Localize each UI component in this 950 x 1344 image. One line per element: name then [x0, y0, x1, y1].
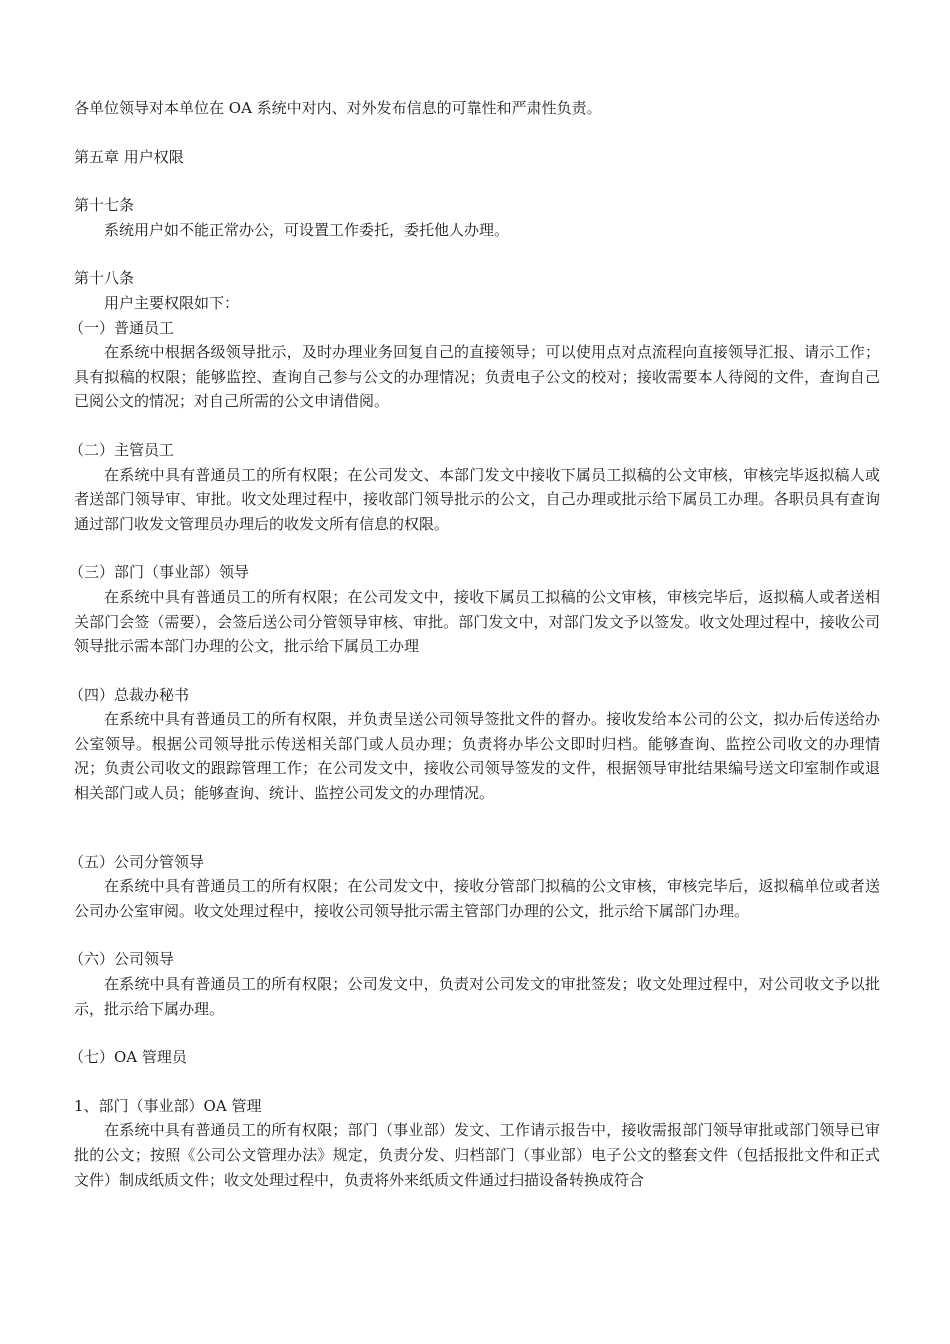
article-18-title: 第十八条: [74, 269, 135, 288]
item-2-body: 在系统中具有普通员工的所有权限；在公司发文、本部门发文中接收下属员工拟稿的公文审核，审核完毕返拟稿人或者送部门领导审、审批。收文处理过程中，接收部门领导批示的公文，自己办理或批示给下属员工办理。各职员具有查询通过部门收发文管理员办理后的收发文所有信息的权限。: [74, 465, 880, 533]
item-6-title: （六）公司领导: [69, 950, 175, 969]
item-2-title: （二）主管员工: [69, 440, 175, 459]
item-1-title: （一）普通员工: [69, 318, 175, 337]
item-1-body: 在系统中根据各级领导批示，及时办理业务回复自己的直接领导；可以使用点对点流程向直接领导汇报、请示工作；具有拟稿的权限；能够监控、查询自己参与公文的办理情况；负责电子公文的校对；接收需要本人待阅的文件，查询自己已阅公文的情况；对自己所需的公文申请借阅。: [74, 343, 880, 411]
article-17-body: 系统用户如不能正常办公，可设置工作委托，委托他人办理。: [104, 220, 510, 239]
item-7-title: （七）OA 管理员: [69, 1048, 187, 1067]
item-4-title: （四）总裁办秘书: [69, 685, 190, 704]
intro-paragraph: 各单位领导对本单位在 OA 系统中对内、对外发布信息的可靠性和严肃性负责。: [74, 99, 602, 117]
item-3-title: （三）部门（事业部）领导: [69, 563, 250, 582]
article-17-title: 第十七条: [74, 196, 135, 215]
document-page: [69, 96, 880, 1192]
item-5-body: 在系统中具有普通员工的所有权限；在公司发文中，接收分管部门拟稿的公文审核，审核完毕后，返拟稿单位或者送公司办公室审阅。收文处理过程中，接收公司领导批示需主管部门办理的公文，批示给下属部门办理。: [74, 877, 880, 920]
item-3-body: 在系统中具有普通员工的所有权限；在公司发文中，接收下属员工拟稿的公文审核，审核完毕后，返拟稿人或者送相关部门会签（需要），会签后送公司分管领导审核、审批。部门发文中，对部门发文予以签发。收文处理过程中，接收公司领导批示需本部门办理的公文，批示给下属员工办理: [74, 587, 880, 656]
subitem-1-body: 在系统中具有普通员工的所有权限；部门（事业部）发文、工作请示报告中，接收需报部门领导审批或部门领导已审批的公文；按照《公司公文管理办法》规定，负责分发、归档部门（事业部）电子公文的整套文件（包括报批文件和正式文件）制成纸质文件；收文处理过程中，负责将外来纸质文件通过扫描设备转换成符合: [74, 1121, 880, 1189]
subitem-1-title: 1、部门（事业部）OA 管理: [74, 1096, 262, 1115]
item-6-body: 在系统中具有普通员工的所有权限；公司发文中，负责对公司发文的审批签发；收文处理过程中，对公司收文予以批示，批示给下属办理。: [74, 975, 880, 1018]
article-18-lead: 用户主要权限如下：: [104, 293, 240, 312]
item-5-title: （五）公司分管领导: [69, 852, 205, 871]
chapter-title: 第五章 用户权限: [74, 147, 184, 166]
item-4-body: 在系统中具有普通员工的所有权限，并负责呈送公司领导签批文件的督办。接收发给本公司的公文，拟办后传送给办公室领导。根据公司领导批示传送相关部门或人员办理；负责将办毕公文即时归档。能够查询、监控公司收文的办理情况；负责公司收文的跟踪管理工作；在公司发文中，接收公司领导签发的文件，根据领导审批结果编号送文印室制作或退相关部门或人员；能够查询、统计、监控公司发文的办理情况。: [74, 710, 880, 803]
